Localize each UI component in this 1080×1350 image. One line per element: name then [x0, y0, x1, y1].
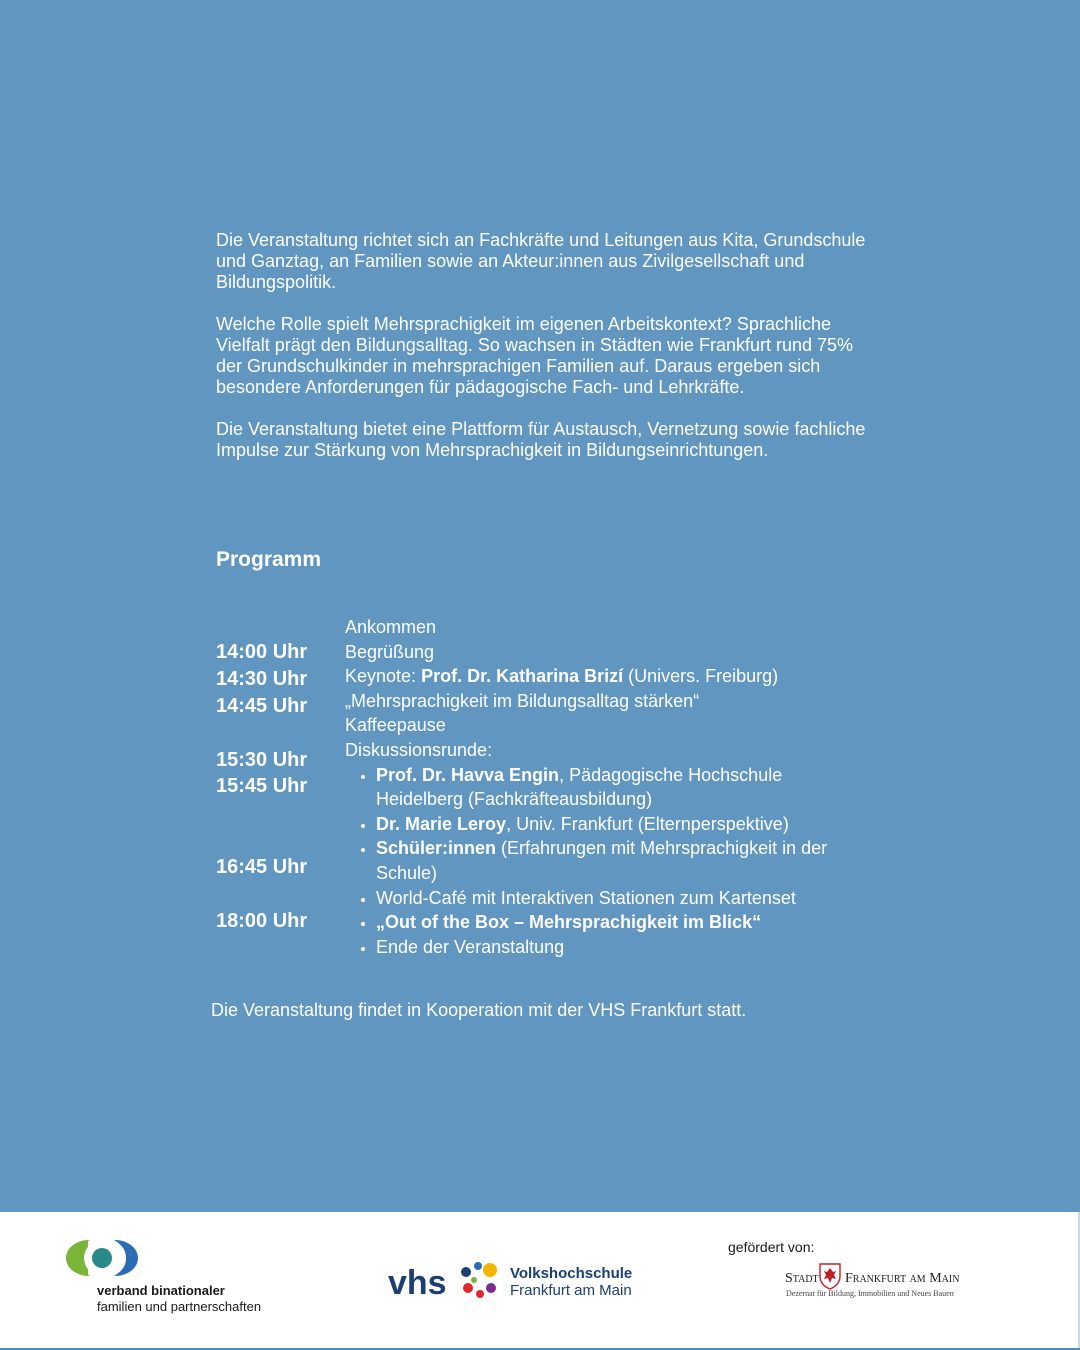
list-item	[376, 910, 865, 935]
keynote-label: Keynote:	[345, 666, 422, 687]
panelist-detail: , Univ. Frankfurt (Elternperspektive)	[506, 813, 789, 834]
intro-paragraph-2: Welche Rolle spielt Mehrsprachigkeit im eigenen Arbeitskontext? Sprachliche Vielfalt prägt den Bildungsalltag. So wachsen in Städten wie Frankfurt rund 75% der Grundschulkinder in mehrsprachigen Familien auf. Daraus ergeben sich besondere Anforderungen für pädagogische Fach- und Lehrkräfte.	[216, 314, 854, 397]
list-item	[376, 812, 865, 837]
vhs-logo-icon	[388, 1258, 498, 1304]
keynote-speaker: Prof. Dr. Katharina Brizí	[421, 666, 624, 687]
time-slot: 14:45 Uhr	[216, 695, 308, 717]
program-item-kaffeepause: Kaffeepause	[345, 715, 446, 736]
keynote-affiliation: (Univers. Freiburg)	[623, 666, 779, 687]
city-logo-right	[845, 1271, 959, 1287]
cooperation-note: Die Veranstaltung findet in Kooperation mit der VHS Frankfurt statt.	[211, 1000, 747, 1020]
vhs-wordmark: vhs	[388, 1264, 447, 1302]
time-slot: 14:30 Uhr	[216, 668, 308, 690]
keynote-title: „Mehrsprachigkeit im Bildungsalltag stärken“	[345, 690, 700, 711]
panelist-name: Dr. Marie Leroy	[376, 813, 507, 834]
time-slot: 14:00 Uhr	[216, 641, 308, 663]
intro-text	[216, 230, 876, 482]
city-frankfurt: Frankfurt am Main	[845, 1271, 960, 1286]
intro-paragraph-1: Die Veranstaltung richtet sich an Fachkräfte und Leitungen aus Kita, Grundschule und Ganztag, an Familien sowie an Akteur:innen aus Zivilgesellschaft und Bildungspolitik.	[216, 230, 866, 292]
intro-paragraph-3: Die Veranstaltung bietet eine Plattform für Austausch, Vernetzung sowie fachliche Impulse zur Stärkung von Mehrsprachigkeit in Bildungseinrichtungen.	[216, 419, 866, 460]
panelist-detail: (Erfahrungen mit Mehrsprachigkeit in der Schule)	[376, 838, 828, 883]
program-list	[345, 615, 865, 959]
event-title: „Out of the Box – Mehrsprachigkeit im Blick“	[376, 912, 762, 933]
time-slot: 16:45 Uhr	[216, 856, 308, 878]
funded-by-label: gefördert von:	[728, 1239, 815, 1255]
list-item	[376, 836, 865, 885]
panelist-name: Schüler:innen	[376, 838, 497, 859]
city-department: Dezernat für Bildung, Immobilien und Neues Bauen	[786, 1289, 954, 1298]
program-item-keynote	[345, 664, 865, 689]
frankfurt-crest-icon	[818, 1262, 842, 1290]
panelist-detail: , Pädagogische Hochschule Heidelberg (Fachkräfteausbildung)	[376, 764, 783, 810]
city-logo-left	[785, 1271, 819, 1287]
discussion-bullets	[345, 763, 865, 960]
vhs-city: Frankfurt am Main	[510, 1282, 632, 1299]
time-slot: 15:30 Uhr	[216, 749, 308, 771]
verband-name: verband binationaler	[97, 1283, 225, 1298]
time-slot: 15:45 Uhr	[216, 775, 308, 797]
program-item-diskussion: Diskussionsrunde:	[345, 739, 493, 760]
program-item-begruessung: Begrüßung	[345, 641, 435, 662]
program-heading: Programm	[216, 548, 322, 571]
city-stadt: Stadt	[785, 1271, 819, 1286]
list-item: • Ende der Veranstaltung	[376, 935, 865, 960]
vhs-name: Volkshochschule	[510, 1265, 633, 1282]
time-slot: 18:00 Uhr	[216, 910, 308, 932]
panelist-name: Prof. Dr. Havva Engin	[376, 764, 560, 785]
program-item-ankommen: Ankommen	[345, 617, 437, 637]
list-item: • World-Café mit Interaktiven Stationen zum Kartenset	[376, 886, 865, 911]
list-item	[376, 763, 865, 812]
verband-subtitle: familien und partnerschaften	[97, 1299, 262, 1314]
